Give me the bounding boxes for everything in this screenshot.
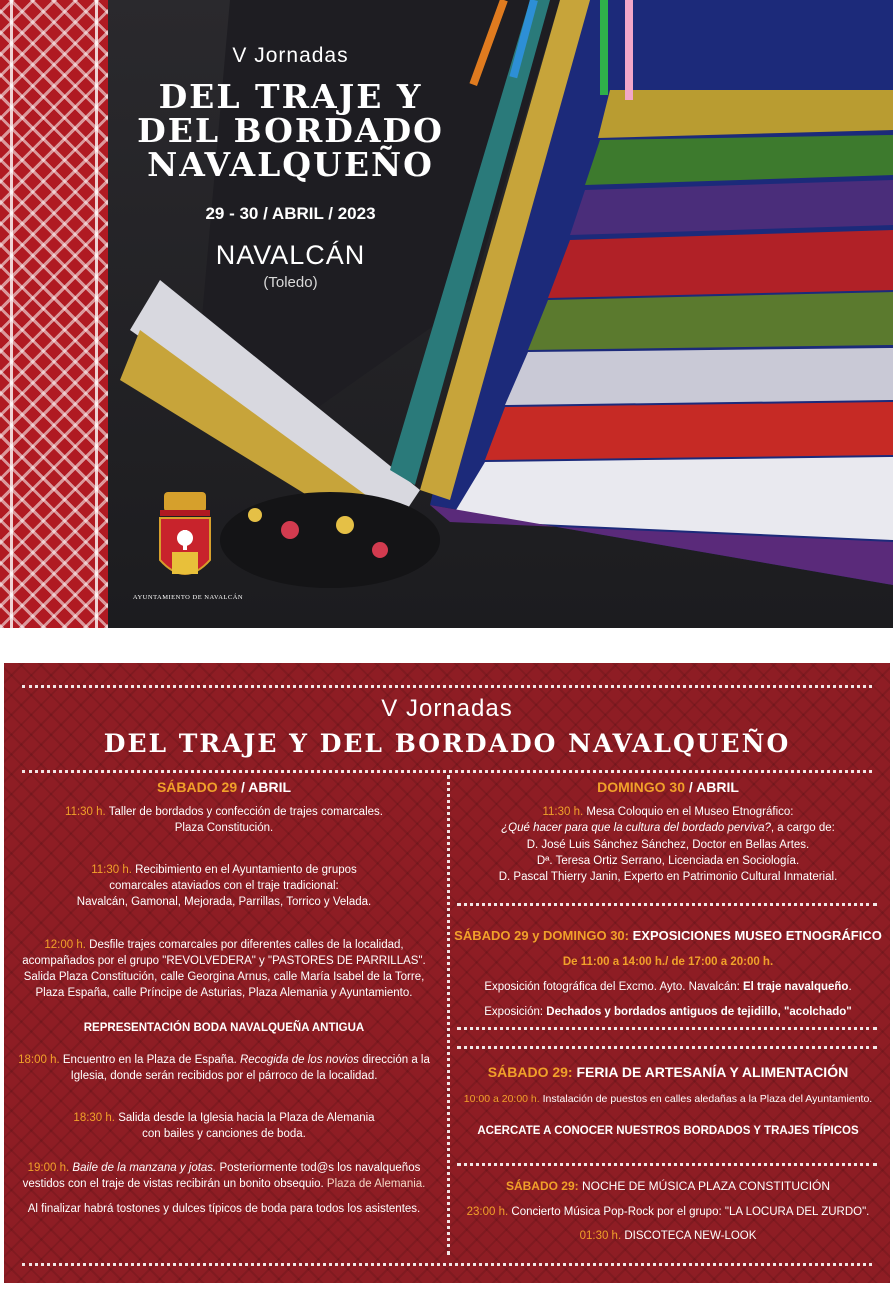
- event-text-line: Iglesia, donde serán recibidos por el párroco de la localidad.: [70, 1070, 378, 1082]
- poster-dates: 29 - 30 / ABRIL / 2023: [205, 204, 376, 223]
- event-disco: [454, 1228, 882, 1244]
- event-parade: [4, 937, 444, 953]
- music-night-heading: [454, 1178, 882, 1194]
- event-embroidery-workshop: [4, 804, 444, 820]
- event-text: , a cargo de:: [770, 822, 835, 834]
- event-text-line: Plaza España, calle Príncipe de Asturias, Plaza Alemania y Ayuntamiento.: [35, 987, 413, 999]
- program-panel: [4, 663, 890, 1283]
- exhibition-name: Dechados y bordados antiguos de tejidillo, "acolchado": [546, 1006, 852, 1018]
- saturday-heading-day: SÁBADO 29: [156, 779, 238, 795]
- event-time: 01:30 h.: [579, 1230, 622, 1242]
- event-time: 11:30 h.: [91, 864, 132, 876]
- poster-title: [118, 77, 463, 184]
- event-time: 18:00 h.: [18, 1054, 60, 1066]
- event-text: Desfile trajes comarcales por diferentes calles de la localidad,: [85, 939, 404, 951]
- event-text: Concierto Música Pop-Rock por el grupo: "LA LOCURA DEL ZURDO".: [508, 1206, 870, 1218]
- event-time: 18:30 h.: [73, 1112, 115, 1124]
- divider-bottom: [22, 1263, 872, 1266]
- poster-town: NAVALCÁN: [215, 240, 366, 270]
- event-text-line: acompañados por el grupo "REVOLVEDERA" y "PASTORES DE PARRILLAS".: [22, 955, 426, 967]
- event-text: DISCOTECA NEW-LOOK: [621, 1230, 757, 1242]
- event-text: Posteriormente tod@s los navalqueños: [216, 1162, 421, 1174]
- exhibitions-heading-title: EXPOSICIONES MUSEO ETNOGRÁFICO: [629, 928, 882, 943]
- poster-title-line-3: NAVALQUEÑO: [147, 145, 434, 184]
- program-title: DEL TRAJE Y DEL BORDADO NAVALQUEÑO: [103, 729, 791, 758]
- event-text-line: Salida Plaza Constitución, calle Georgina Arnus, calle María Isabel de la Torre,: [23, 971, 425, 983]
- event-text: .: [848, 981, 852, 993]
- event-text-italic: Baile de la manzana y jotas.: [69, 1162, 217, 1174]
- speaker-2: Dª. Teresa Ortiz Serrano, Licenciada en Sociología.: [536, 855, 800, 867]
- red-embroidery-band: [0, 0, 108, 628]
- event-text: Exposición:: [484, 1006, 547, 1018]
- event-place: Plaza Constitución.: [174, 822, 274, 834]
- event-text-italic: ¿Qué hacer para que la cultura del bordado perviva?: [501, 822, 771, 834]
- event-time: 19:00 h.: [27, 1162, 70, 1174]
- crest-label: AYUNTAMIENTO DE NAVALCÁN: [132, 594, 244, 601]
- exhibitions-hours: De 11:00 a 14:00 h./ de 17:00 a 20:00 h.: [562, 956, 774, 968]
- event-text: Encuentro en la Plaza de España.: [59, 1054, 240, 1066]
- music-heading-title: NOCHE DE MÚSICA PLAZA CONSTITUCIÓN: [578, 1179, 831, 1193]
- sunday-heading: [454, 779, 882, 795]
- event-text: Taller de bordados y confección de trajes comarcales.: [105, 806, 383, 818]
- fair-heading-day: SÁBADO 29:: [487, 1064, 573, 1080]
- program-left-column: [4, 663, 444, 1263]
- speaker-3: D. Pascal Thierry Janin, Experto en Patrimonio Cultural Inmaterial.: [498, 871, 838, 883]
- speaker-1: D. José Luis Sánchez Sánchez, Doctor en Bellas Artes.: [526, 839, 810, 851]
- event-concert: [454, 1204, 882, 1220]
- program-right-column: [454, 663, 882, 1263]
- event-text-line: con bailes y canciones de boda.: [142, 1128, 306, 1140]
- exhibition-name: El traje navalqueño: [743, 981, 849, 993]
- event-text-line: comarcales ataviados con el traje tradicional:: [109, 880, 339, 892]
- fair-hours: [454, 1091, 882, 1107]
- event-time: 11:30 h.: [65, 806, 106, 818]
- event-dance: [4, 1160, 444, 1176]
- event-round-table: [454, 804, 882, 820]
- event-time: 23:00 h.: [466, 1206, 509, 1218]
- event-dance-line-2: [4, 1176, 444, 1192]
- town-crest-icon: [150, 490, 220, 590]
- fair-call-to-action: ACERCATE A CONOCER NUESTROS BORDADOS Y TRAJES TÍPICOS: [477, 1125, 859, 1137]
- fair-heading: [454, 1064, 882, 1080]
- poster-subtitle: V Jornadas: [232, 44, 349, 67]
- event-reception: [4, 862, 444, 878]
- poster: [0, 0, 893, 628]
- event-closing: Al finalizar habrá tostones y dulces típicos de boda para todos los asistentes.: [27, 1203, 421, 1215]
- event-text-line: Navalcán, Gamonal, Mejorada, Parrillas, Torrico y Velada.: [76, 896, 372, 908]
- event-text: Instalación de puestos en calles aledañas a la Plaza del Ayuntamiento.: [539, 1093, 873, 1105]
- divider-vertical: [447, 775, 450, 1255]
- program-subtitle: V Jornadas: [381, 695, 513, 722]
- exhibition-photo: [454, 979, 882, 995]
- poster-title-line-1: DEL TRAJE Y: [158, 77, 423, 116]
- wedding-heading: REPRESENTACIÓN BODA NAVALQUEÑA ANTIGUA: [83, 1022, 365, 1034]
- round-table-topic: [454, 820, 882, 836]
- event-text: Exposición fotográfica del Excmo. Ayto. Navalcán:: [484, 981, 743, 993]
- event-time: 11:30 h.: [542, 806, 584, 818]
- event-place: Plaza de Alemania.: [323, 1178, 426, 1190]
- exhibition-samplers: [454, 1004, 882, 1020]
- event-text-italic: Recogida de los novios: [239, 1054, 359, 1066]
- saturday-heading: [4, 779, 444, 795]
- poster-title-line-2: DEL BORDADO: [137, 111, 444, 150]
- event-text: dirección a la: [358, 1054, 430, 1066]
- exhibitions-heading-days: SÁBADO 29 y DOMINGO 30:: [454, 928, 629, 943]
- poster-province: (Toledo): [263, 274, 318, 291]
- event-time: 10:00 a 20:00 h.: [463, 1093, 540, 1105]
- sunday-heading-month: / ABRIL: [684, 779, 739, 795]
- event-text-line: vestidos con el traje de vistas recibirán un bonito obsequio.: [22, 1178, 324, 1190]
- event-departure: [4, 1110, 444, 1126]
- music-heading-day: SÁBADO 29:: [505, 1179, 579, 1193]
- saturday-heading-month: / ABRIL: [237, 779, 292, 795]
- event-text: Salida desde la Iglesia hacia la Plaza de Alemania: [115, 1112, 375, 1124]
- exhibitions-heading: [454, 928, 882, 944]
- event-meeting: [4, 1052, 444, 1068]
- event-text: Recibimiento en el Ayuntamiento de grupos: [131, 864, 357, 876]
- sunday-heading-day: DOMINGO 30: [597, 779, 685, 795]
- fair-heading-title: FERIA DE ARTESANÍA Y ALIMENTACIÓN: [572, 1064, 849, 1080]
- event-time: 12:00 h.: [44, 939, 86, 951]
- event-text: Mesa Coloquio en el Museo Etnográfico:: [583, 806, 794, 818]
